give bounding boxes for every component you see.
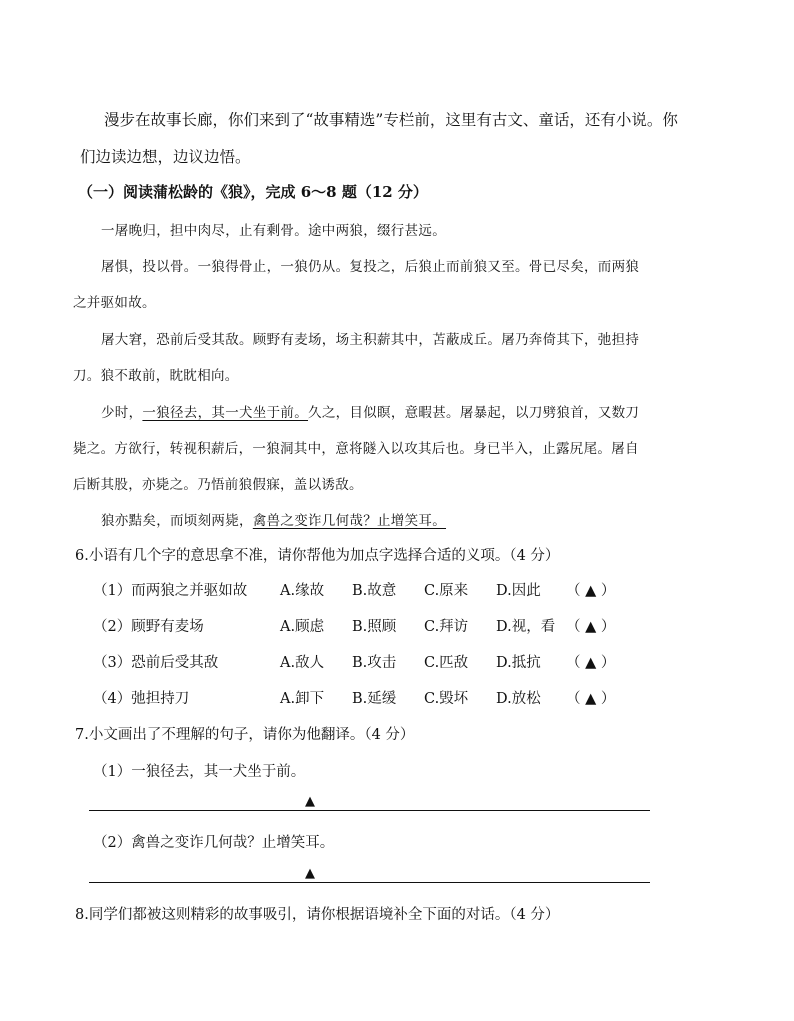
passage-para-3-line-2: 刀。狼不敢前，眈眈相向。	[73, 368, 239, 384]
q6-option-c: C.毁坏	[424, 691, 469, 707]
q6-option-b: B.照顾	[352, 619, 397, 635]
q6-option-a: A.敌人	[280, 655, 325, 671]
q6-prompt: 6.小语有几个字的意思拿不准，请你帮他为加点字选择合适的义项。（4 分）	[75, 548, 560, 564]
q6-option-b: B.延缓	[352, 691, 397, 707]
q7-sentence-1: （1）一狼径去，其一犬坐于前。	[93, 764, 306, 780]
answer-line-1[interactable]	[89, 810, 650, 811]
passage-para-5	[101, 509, 446, 529]
intro-line-2: 们边读边想，边议边悟。	[80, 148, 251, 166]
q6-option-c: C.匹敌	[424, 655, 469, 671]
section-title: （一）阅读蒲松龄的《狼》，完成 6～8 题（12 分）	[78, 183, 428, 201]
answer-placeholder-icon: ▲	[305, 866, 315, 881]
passage-para-2-line-1: 屠惧，投以骨。一狼得骨止，一狼仍从。复投之，后狼止而前狼又至。骨已尽矣，而两狼	[101, 259, 640, 275]
passage-para-4-line-1	[101, 401, 639, 421]
q6-option-d: D.视，看	[496, 619, 556, 635]
passage-para-3-line-1: 屠大窘，恐前后受其敌。顾野有麦场，场主积薪其中，苫蔽成丘。屠乃奔倚其下，弛担持	[101, 332, 640, 348]
q6-answer-blank: （ ▲ ）	[566, 583, 616, 599]
passage-para-4-line-2: 毙之。方欲行，转视积薪后，一狼洞其中，意将隧入以攻其后也。身已半入，止露尻尾。屠自	[73, 441, 639, 457]
passage-para-4-line-3: 后断其股，亦毙之。乃悟前狼假寐，盖以诱敌。	[73, 477, 363, 493]
underlined-sentence-2: 禽兽之变诈几何哉？止增笑耳。	[252, 513, 447, 529]
q8-prompt: 8.同学们都被这则精彩的故事吸引，请你根据语境补全下面的对话。（4 分）	[75, 907, 560, 923]
passage-text: 狼亦黠矣，而顷刻两毙，	[101, 513, 253, 529]
q6-answer-blank: （ ▲ ）	[566, 655, 616, 671]
passage-para-1: 一屠晚归，担中肉尽，止有剩骨。途中两狼，缀行甚远。	[101, 223, 446, 239]
q6-answer-blank: （ ▲ ）	[566, 691, 616, 707]
q6-stem: （1）而两狼之并驱如故	[93, 583, 248, 599]
q7-prompt: 7.小文画出了不理解的句子，请你为他翻译。（4 分）	[75, 727, 415, 743]
underlined-sentence-1: 一狼径去，其一犬坐于前。	[142, 405, 309, 421]
answer-line-2[interactable]	[89, 882, 650, 883]
q6-option-d: D.放松	[496, 691, 541, 707]
answer-placeholder-icon: ▲	[305, 794, 315, 809]
q6-option-d: D.抵抗	[496, 655, 541, 671]
q6-option-d: D.因此	[496, 583, 541, 599]
q6-option-a: A.卸下	[280, 691, 325, 707]
passage-para-2-line-2: 之并驱如故。	[73, 295, 156, 311]
q7-sentence-2: （2）禽兽之变诈几何哉？止增笑耳。	[93, 835, 335, 851]
q6-answer-blank: （ ▲ ）	[566, 619, 616, 635]
passage-text: 少时，	[101, 405, 143, 421]
q6-option-b: B.攻击	[352, 655, 397, 671]
q6-option-a: A.顾虑	[280, 619, 325, 635]
q6-stem: （3）恐前后受其敌	[93, 655, 219, 671]
intro-line-1: 漫步在故事长廊，你们来到了“故事精选”专栏前，这里有古文、童话，还有小说。你	[104, 111, 678, 129]
q6-option-a: A.缘故	[280, 583, 325, 599]
q6-stem: （2）顾野有麦场	[93, 619, 204, 635]
q6-option-c: C.原来	[424, 583, 469, 599]
passage-text: 久之，目似瞑，意暇甚。屠暴起，以刀劈狼首，又数刀	[308, 405, 640, 421]
q6-option-b: B.故意	[352, 583, 397, 599]
q6-option-c: C.拜访	[424, 619, 469, 635]
q6-stem: （4）弛担持刀	[93, 691, 190, 707]
